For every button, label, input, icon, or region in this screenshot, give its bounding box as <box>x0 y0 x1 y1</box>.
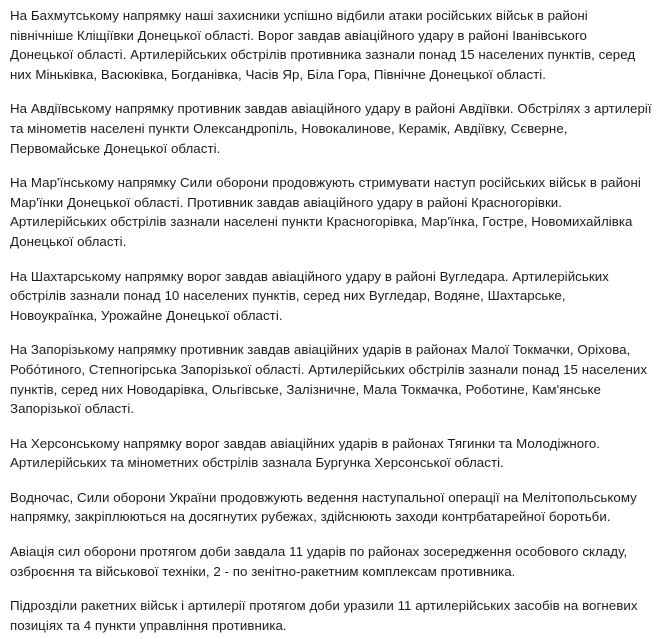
paragraph-aviation: Авіація сил оборони протягом доби завдала 11 ударів по районах зосередження особового складу, озброєння та військової техніки, 2 - по зенітно-ракетним комплексам противника. <box>10 544 628 579</box>
paragraph-avdiivka: На Авдіївському напрямку противник завдав авіаційного удару в районі Авдіївки. Обстрілях з артилерії та мінометів населені пункти Олександропіль, Новокалинове, Керамік, Авдіївку, Сєверне, Первомайське Донецької області. <box>10 101 652 156</box>
paragraph-zaporizhzhia: На Запорізькому напрямку противник завдав авіаційних ударів в районах Малої Токмачки, Оріхова, Робо́тиного, Степногірська Запорізької області. Артилерійських обстрілів зазнали понад 15 населених пунктів, серед них Новодарівка, Ольгівське, Залізничне, Мала Токмачка, Роботине, Кам'янське Запорізької області. <box>10 342 648 417</box>
paragraph-artillery: Підрозділи ракетних військ і артилерії протягом доби уразили 11 артилерійських засобів на вогневих позиціях та 4 пункти управління противника. <box>10 598 638 633</box>
paragraph-kherson: На Херсонському напрямку ворог завдав авіаційних ударів в районах Тягинки та Молодіжного. Артилерійських та мінометних обстрілів зазнала Бургунка Херсонської області. <box>10 435 601 471</box>
paragraph-bakhmut: На Бахмутському напрямку наші захисники успішно відбили атаки російських військ в районі північніше Кліщіївки Донецької області. Ворог завдав авіаційного удару в районі Іванівського Донецької області. Артилерійських обстрілів противника зазнали понад 15 населених пунктів, серед них Міньківка, Васюківка, Богданівка, Часів Яр, Біла Гора, Північне Донецької області. <box>10 8 636 82</box>
paragraph-marinka: На Мар'їнському напрямку Сили оборони продовжують стримувати наступ російських військ в районі Мар'їнки Донецької області. Противник завдав авіаційного удару в районі Красногорівки. Артилерійських обстрілів зазнали населені пункти Красногорівка, Мар'їнка, Гостре, Новомихайлівка Донецької області. <box>10 175 641 249</box>
paragraph-melitopol: Водночас, Сили оборони України продовжують ведення наступальної операції на Мелітопольському напрямку, закріплюються на досягнутих рубежах, здійснюють заходи контрбатарейної боротьби. <box>10 489 637 525</box>
paragraph-shakhtarsk: На Шахтарському напрямку ворог завдав авіаційного удару в районі Вугледара. Артилерійських обстрілів зазнали понад 10 населених пунктів, серед них Вугледар, Водяне, Шахтарське, Новоукраїнка, Урожайне Донецької області. <box>10 268 609 323</box>
